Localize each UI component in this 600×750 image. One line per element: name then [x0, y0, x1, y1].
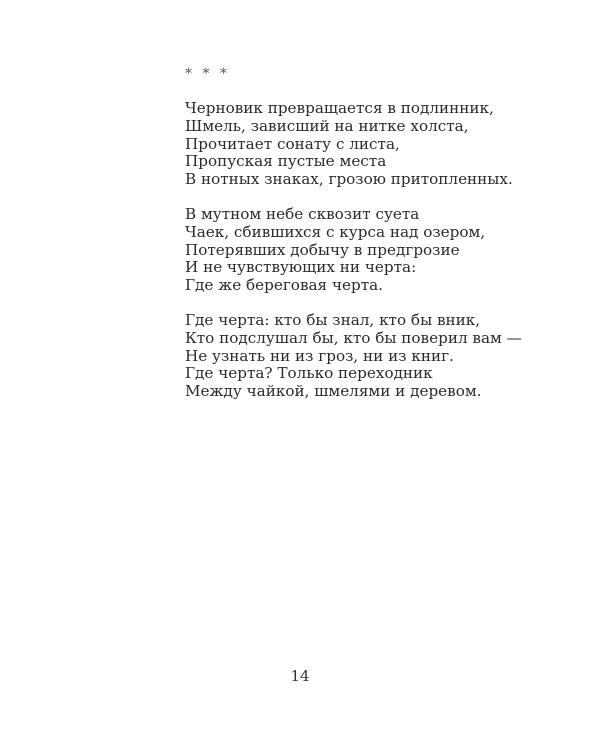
stanza-3: [185, 312, 565, 401]
poem-line: Между чайкой, шмелями и деревом.: [185, 382, 482, 401]
poem-line: Черновик превращается в подлинник,: [185, 99, 494, 117]
poem-line: Где черта? Только переходник: [185, 364, 433, 383]
poem-line: Где же береговая черта.: [185, 276, 384, 295]
poem: [185, 64, 565, 418]
poem-line: Не узнать ни из гроз, ни из книг.: [185, 346, 454, 365]
stanza-2: [185, 206, 565, 295]
poem-line: Потерявших добычу в предгрозие: [185, 240, 460, 259]
poem-line: Пропуская пустые места: [185, 152, 387, 171]
poem-line: Где черта: кто бы знал, кто бы вник,: [185, 310, 481, 329]
poem-line: Кто подслушал бы, кто бы поверил вам —: [185, 328, 522, 347]
poem-line: В нотных знаках, грозою притопленных.: [185, 170, 513, 189]
section-separator: * * *: [185, 66, 230, 82]
poem-line: Чаек, сбившихся с курса над озером,: [185, 222, 486, 241]
poem-line: Шмель, зависший на нитке холста,: [185, 116, 469, 135]
poem-line: Прочитает сонату с листа,: [185, 134, 400, 153]
stanza-1: [185, 100, 565, 189]
page-number: 14: [290, 667, 310, 685]
poem-line: И не чувствующих ни черта:: [185, 258, 417, 277]
poem-line: В мутном небе сквозит суета: [185, 204, 420, 223]
